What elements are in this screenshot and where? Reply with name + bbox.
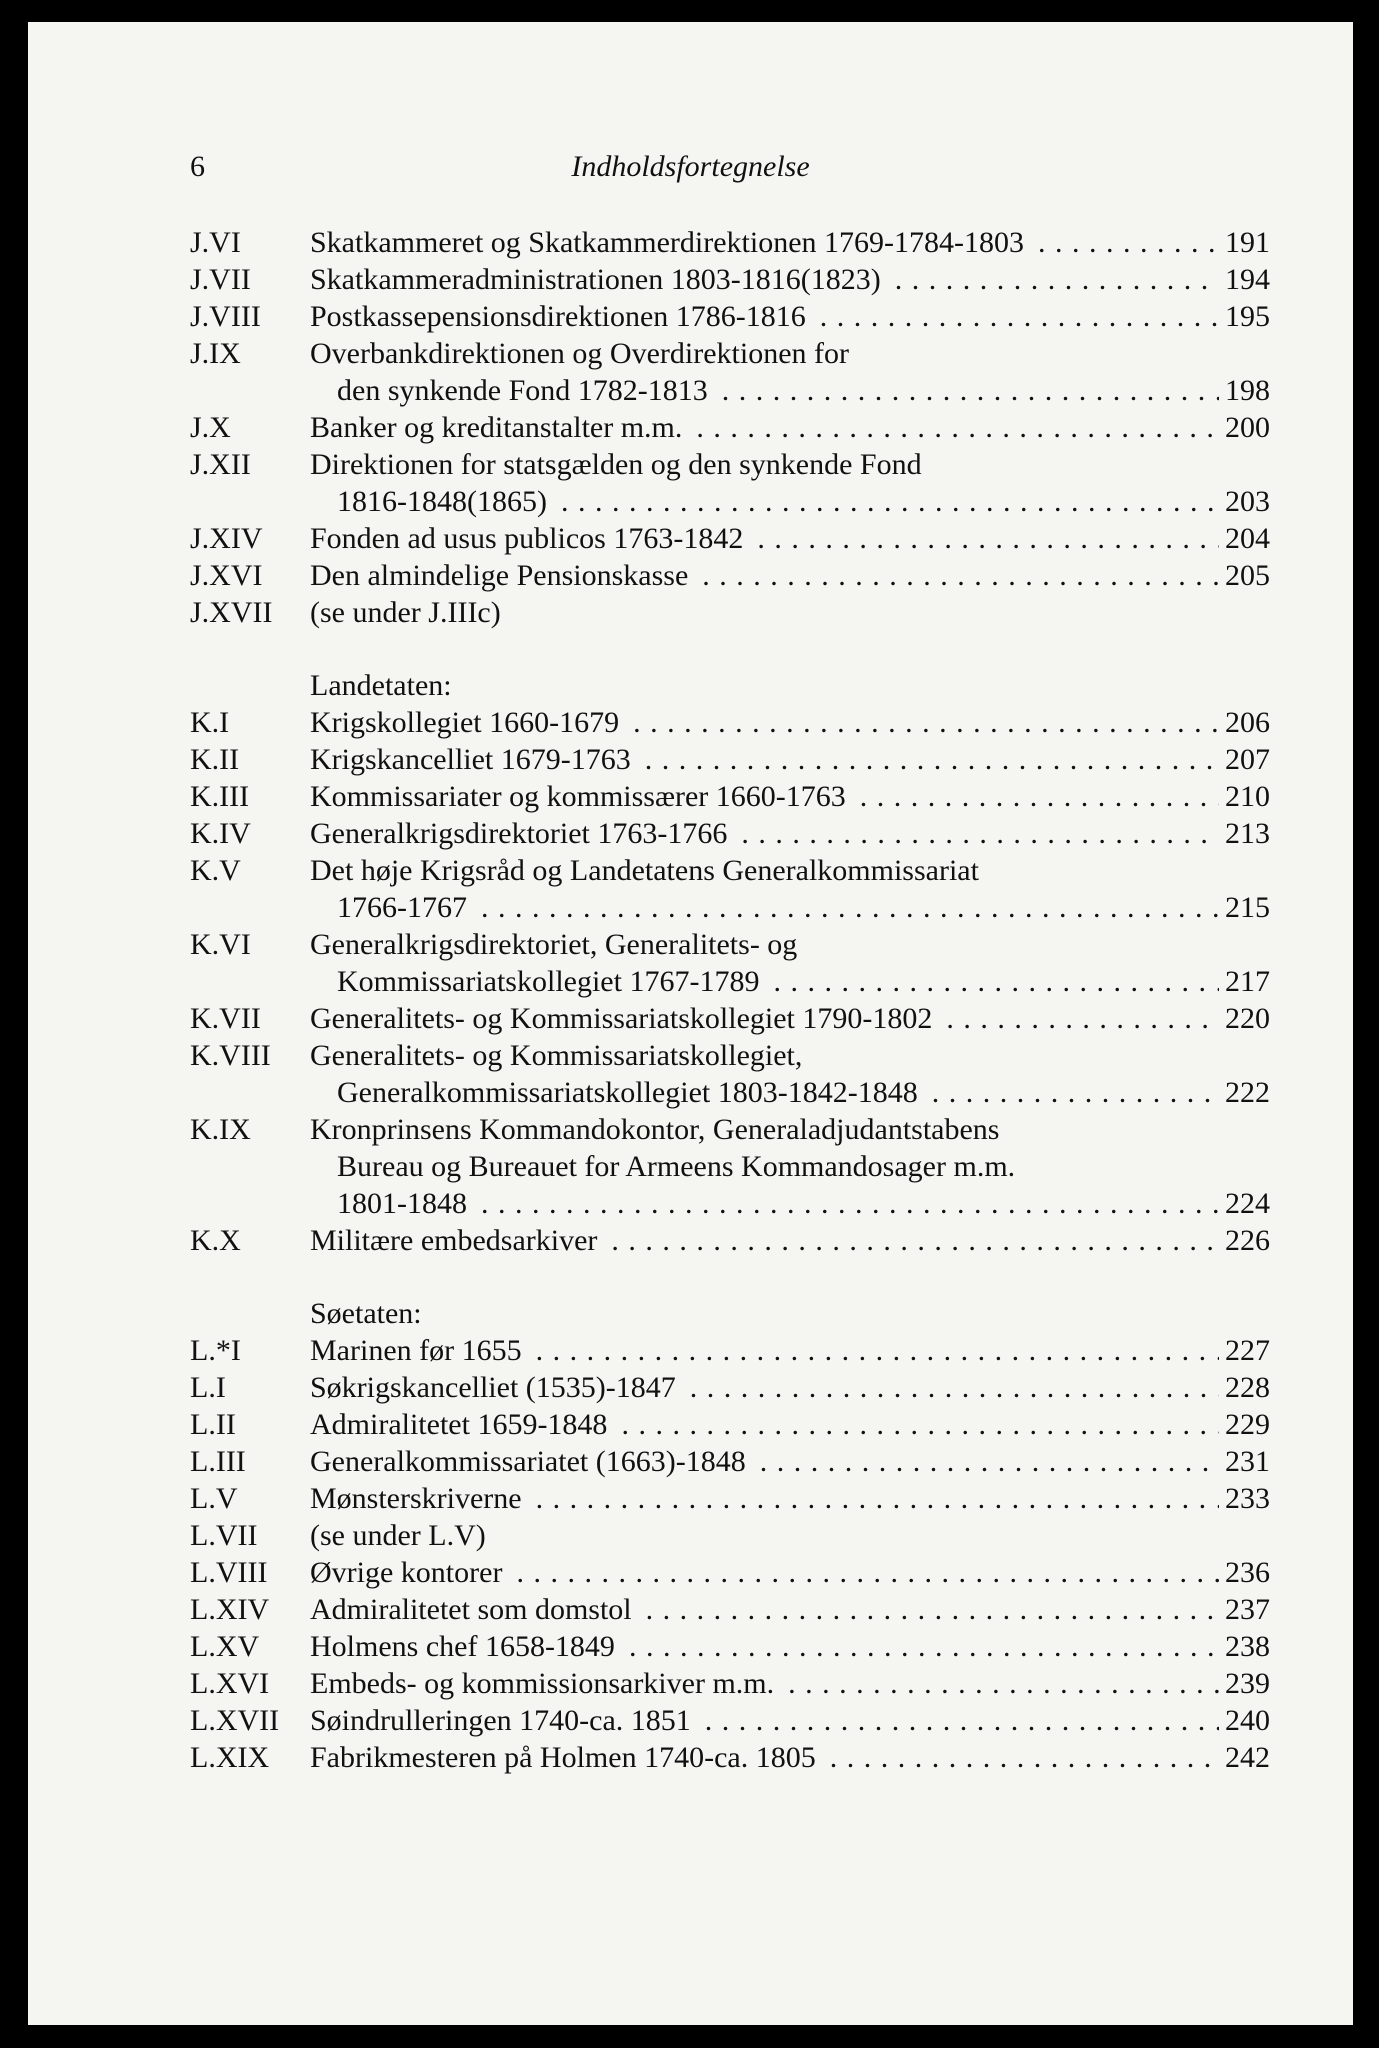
entry-code: J.VII	[190, 263, 251, 296]
entry-text-line	[310, 224, 1270, 261]
entry-text-line	[310, 1591, 1270, 1628]
dot-leader	[481, 1185, 1219, 1222]
section-heading-row	[190, 1295, 1270, 1332]
toc-entry-row	[190, 1111, 1270, 1148]
entry-title: 1816-1848(1865)	[337, 485, 547, 518]
toc-entry-row	[190, 372, 1270, 409]
entry-page-number: 194	[1225, 263, 1270, 296]
entry-code: J.VI	[190, 226, 241, 259]
entry-title: Kronprinsens Kommandokontor, Generaladjudantstabens	[310, 1113, 1000, 1146]
entry-code: K.IX	[190, 1113, 251, 1146]
entry-text-line	[310, 778, 1270, 815]
entry-title: Øvrige kontorer	[310, 1556, 503, 1589]
toc-entry-row	[190, 557, 1270, 594]
dot-leader	[705, 1702, 1219, 1739]
dot-leader	[690, 1369, 1219, 1406]
entry-code: L.XVII	[190, 1704, 280, 1737]
toc-entry-row	[190, 1665, 1270, 1702]
entry-text-line	[310, 1628, 1270, 1665]
entry-page-number: 242	[1225, 1741, 1270, 1774]
entry-code: L.VII	[190, 1519, 258, 1552]
entry-page-number: 237	[1225, 1593, 1270, 1626]
entry-text-line	[310, 557, 1270, 594]
entry-page-number: 203	[1225, 485, 1270, 518]
entry-page-number: 215	[1225, 891, 1270, 924]
entry-text-line	[310, 815, 1270, 852]
section-heading-row	[190, 667, 1270, 704]
toc-entry-row	[190, 1443, 1270, 1480]
toc-entry-row	[190, 483, 1270, 520]
entry-title: Embeds- og kommissionsarkiver m.m.	[310, 1667, 775, 1700]
dot-leader	[773, 963, 1219, 1000]
entry-text-line	[310, 1517, 1270, 1554]
toc-entry-row	[190, 1332, 1270, 1369]
entry-code: L.XV	[190, 1630, 260, 1663]
toc-entry-row	[190, 889, 1270, 926]
toc-entry-row	[190, 520, 1270, 557]
dot-leader	[633, 704, 1219, 741]
entry-title: Generalkommissariatskollegiet 1803-1842-1848	[337, 1076, 918, 1109]
dot-leader	[830, 1739, 1219, 1776]
entry-code: K.II	[190, 743, 240, 776]
dot-leader	[860, 778, 1219, 815]
entry-code: J.XVI	[190, 559, 263, 592]
toc-entry-row	[190, 1037, 1270, 1074]
entry-code: L.III	[190, 1445, 246, 1478]
entry-page-number: 207	[1225, 743, 1270, 776]
section-spacer	[190, 631, 1270, 667]
entry-text-line	[337, 1148, 1270, 1185]
dot-leader	[481, 889, 1219, 926]
entry-text-line	[310, 704, 1270, 741]
entry-code: K.III	[190, 780, 250, 813]
entry-page-number: 200	[1225, 411, 1270, 444]
entry-title: Skatkammeret og Skatkammerdirektionen 1769-1784-1803	[310, 226, 1025, 259]
entry-title: Admiralitetet 1659-1848	[310, 1408, 608, 1441]
entry-title: Fonden ad usus publicos 1763-1842	[310, 522, 744, 555]
entry-title: Bureau og Bureauet for Armeens Kommandosager m.m.	[337, 1150, 1016, 1183]
entry-page-number: 222	[1225, 1076, 1270, 1109]
toc-entry-row	[190, 1074, 1270, 1111]
entry-title: Generalitets- og Kommissariatskollegiet,	[310, 1039, 803, 1072]
entry-title: Militære embedsarkiver	[310, 1224, 598, 1257]
entry-code: K.V	[190, 854, 241, 887]
dot-leader	[536, 1480, 1219, 1517]
entry-title: den synkende Fond 1782-1813	[337, 374, 708, 407]
entry-page-number: 226	[1225, 1224, 1270, 1257]
dot-leader	[561, 483, 1219, 520]
entry-title: Overbankdirektionen og Overdirektionen for	[310, 337, 849, 370]
dot-leader	[895, 261, 1219, 298]
entry-text-line	[310, 1665, 1270, 1702]
dot-leader	[760, 1443, 1219, 1480]
dot-leader	[788, 1665, 1219, 1702]
entry-text-line	[310, 261, 1270, 298]
entry-page-number: 229	[1225, 1408, 1270, 1441]
entry-text-line	[310, 335, 1270, 372]
toc-entry-row	[190, 1185, 1270, 1222]
toc-entry-row	[190, 1591, 1270, 1628]
dot-leader	[516, 1554, 1219, 1591]
entry-code: L.VIII	[190, 1556, 268, 1589]
entry-text-line	[310, 1332, 1270, 1369]
toc-entry-row	[190, 224, 1270, 261]
toc-entry-row	[190, 963, 1270, 1000]
entry-text-line	[310, 594, 1270, 631]
entry-page-number: 238	[1225, 1630, 1270, 1663]
entry-text-line	[310, 1222, 1270, 1259]
entry-page-number: 228	[1225, 1371, 1270, 1404]
entry-text-line	[310, 1111, 1270, 1148]
entry-text-line	[337, 1185, 1270, 1222]
toc-entry-row	[190, 1739, 1270, 1776]
toc-entry-row	[190, 704, 1270, 741]
entry-code: L.II	[190, 1408, 236, 1441]
entry-title: Marinen før 1655	[310, 1334, 522, 1367]
entry-title: 1766-1767	[337, 891, 467, 924]
entry-page-number: 224	[1225, 1187, 1270, 1220]
entry-page-number: 239	[1225, 1667, 1270, 1700]
entry-text-line	[310, 926, 1270, 963]
entry-text-line	[310, 298, 1270, 335]
entry-page-number: 240	[1225, 1704, 1270, 1737]
entry-text-line	[337, 963, 1270, 1000]
entry-title: Det høje Krigsråd og Landetatens Generalkommissariat	[310, 854, 979, 887]
dot-leader	[722, 372, 1219, 409]
toc-entry-row	[190, 1517, 1270, 1554]
dot-leader	[702, 557, 1219, 594]
entry-title: Kommissariater og kommissærer 1660-1763	[310, 780, 846, 813]
entry-title: Generalkrigsdirektoriet 1763-1766	[310, 817, 728, 850]
toc-entry-row	[190, 1369, 1270, 1406]
entry-code: K.IV	[190, 817, 251, 850]
entry-code: J.XII	[190, 448, 251, 481]
entry-code: L.*I	[190, 1334, 241, 1367]
entry-title: Postkassepensionsdirektionen 1786-1816	[310, 300, 806, 333]
entry-code: J.VIII	[190, 300, 261, 333]
page-header	[28, 150, 1353, 194]
entry-title: Den almindelige Pensionskasse	[310, 559, 689, 592]
toc-entry-row	[190, 926, 1270, 963]
toc-entry-row	[190, 1222, 1270, 1259]
section-heading: Landetaten:	[310, 669, 452, 702]
toc-entry-row	[190, 1000, 1270, 1037]
dot-leader	[820, 298, 1219, 335]
toc-entry-row	[190, 446, 1270, 483]
toc-entry-row	[190, 1554, 1270, 1591]
entry-text-line	[310, 520, 1270, 557]
entry-title: Generalitets- og Kommissariatskollegiet 1790-1802	[310, 1002, 933, 1035]
entry-text-line	[310, 1443, 1270, 1480]
toc-entry-row	[190, 298, 1270, 335]
entry-code: L.V	[190, 1482, 238, 1515]
entry-page-number: 204	[1225, 522, 1270, 555]
running-title: Indholdsfortegnelse	[571, 150, 810, 183]
entry-code: K.I	[190, 706, 230, 739]
entry-text-line	[310, 1702, 1270, 1739]
entry-code: K.X	[190, 1224, 241, 1257]
entry-text-line	[337, 372, 1270, 409]
section-heading: Søetaten:	[310, 1297, 422, 1330]
entry-title: Fabrikmesteren på Holmen 1740-ca. 1805	[310, 1741, 816, 1774]
entry-title: Generalkommissariatet (1663)-1848	[310, 1445, 746, 1478]
entry-text-line	[310, 1480, 1270, 1517]
dot-leader	[1038, 224, 1219, 261]
entry-page-number: 233	[1225, 1482, 1270, 1515]
entry-code: J.XIV	[190, 522, 263, 555]
dot-leader	[621, 1406, 1219, 1443]
toc-entry-row	[190, 815, 1270, 852]
entry-page-number: 236	[1225, 1556, 1270, 1589]
entry-code: J.IX	[190, 337, 241, 370]
entry-text-line	[310, 852, 1270, 889]
entry-text-line	[310, 741, 1270, 778]
entry-title: Banker og kreditanstalter m.m.	[310, 411, 683, 444]
document-page	[28, 22, 1353, 2025]
entry-title: Skatkammeradministrationen 1803-1816(1823)	[310, 263, 881, 296]
entry-page-number: 220	[1225, 1002, 1270, 1035]
entry-title: (se under L.V)	[310, 1519, 486, 1552]
entry-text-line	[337, 483, 1270, 520]
entry-title: Direktionen for statsgælden og den synkende Fond	[310, 448, 922, 481]
entry-page-number: 227	[1225, 1334, 1270, 1367]
entry-text-line	[310, 1554, 1270, 1591]
entry-text-line	[310, 1037, 1270, 1074]
section-spacer	[190, 1259, 1270, 1295]
toc-entry-row	[190, 741, 1270, 778]
entry-text-line	[310, 409, 1270, 446]
page-number: 6	[190, 150, 205, 183]
entry-page-number: 231	[1225, 1445, 1270, 1478]
entry-title: Søindrulleringen 1740-ca. 1851	[310, 1704, 691, 1737]
toc-entry-row	[190, 778, 1270, 815]
entry-code: J.X	[190, 411, 231, 444]
entry-page-number: 191	[1225, 226, 1270, 259]
entry-code: L.XIV	[190, 1593, 270, 1626]
entry-title: Mønsterskriverne	[310, 1482, 522, 1515]
entry-page-number: 205	[1225, 559, 1270, 592]
entry-title: Kommissariatskollegiet 1767-1789	[337, 965, 760, 998]
entry-code: L.XVI	[190, 1667, 270, 1700]
entry-page-number: 210	[1225, 780, 1270, 813]
entry-title: Admiralitetet som domstol	[310, 1593, 632, 1626]
dot-leader	[946, 1000, 1219, 1037]
toc-entry-row	[190, 1480, 1270, 1517]
entry-text-line	[310, 1369, 1270, 1406]
dot-leader	[536, 1332, 1219, 1369]
toc-entry-row	[190, 594, 1270, 631]
entry-page-number: 195	[1225, 300, 1270, 333]
dot-leader	[611, 1222, 1219, 1259]
entry-text-line	[310, 446, 1270, 483]
entry-title: 1801-1848	[337, 1187, 467, 1220]
toc-entry-row	[190, 1406, 1270, 1443]
toc-entry-row	[190, 852, 1270, 889]
entry-page-number: 206	[1225, 706, 1270, 739]
toc-entry-row	[190, 1148, 1270, 1185]
dot-leader	[645, 741, 1219, 778]
entry-code: L.XIX	[190, 1741, 270, 1774]
entry-title: Generalkrigsdirektoriet, Generalitets- og	[310, 928, 798, 961]
entry-page-number: 213	[1225, 817, 1270, 850]
dot-leader	[629, 1628, 1219, 1665]
entry-page-number: 198	[1225, 374, 1270, 407]
dot-leader	[757, 520, 1219, 557]
dot-leader	[646, 1591, 1219, 1628]
entry-code: K.VIII	[190, 1039, 271, 1072]
entry-code: K.VII	[190, 1002, 261, 1035]
entry-text-line	[337, 1074, 1270, 1111]
entry-title: Krigskancelliet 1679-1763	[310, 743, 631, 776]
toc-entry-row	[190, 409, 1270, 446]
toc-entry-row	[190, 261, 1270, 298]
entry-code: J.XVII	[190, 596, 273, 629]
entry-title: Søkrigskancelliet (1535)-1847	[310, 1371, 676, 1404]
toc-entry-row	[190, 335, 1270, 372]
entry-text-line	[310, 1739, 1270, 1776]
entry-text-line	[310, 1000, 1270, 1037]
entry-title: Krigskollegiet 1660-1679	[310, 706, 620, 739]
entry-code: L.I	[190, 1371, 226, 1404]
toc-entry-row	[190, 1702, 1270, 1739]
toc-entry-row	[190, 1628, 1270, 1665]
dot-leader	[932, 1074, 1219, 1111]
entry-title: Holmens chef 1658-1849	[310, 1630, 615, 1663]
entry-text-line	[310, 1406, 1270, 1443]
dot-leader	[696, 409, 1219, 446]
table-of-contents	[190, 224, 1270, 1776]
dot-leader	[741, 815, 1219, 852]
entry-title: (se under J.IIIc)	[310, 596, 501, 629]
entry-page-number: 217	[1225, 965, 1270, 998]
entry-code: K.VI	[190, 928, 251, 961]
entry-text-line	[337, 889, 1270, 926]
